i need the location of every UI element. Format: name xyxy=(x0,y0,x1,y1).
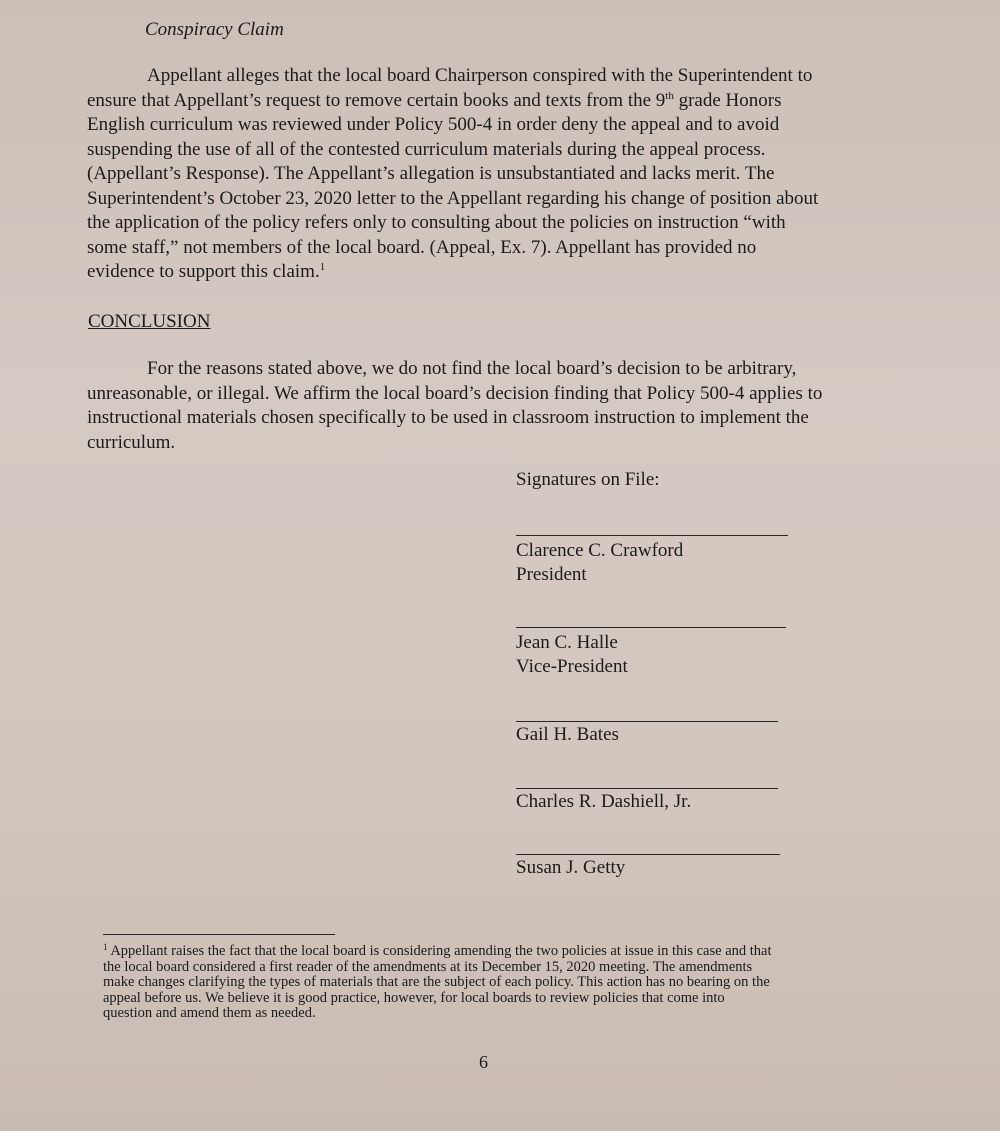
conclusion-heading: CONCLUSION xyxy=(88,311,211,332)
superscript: th xyxy=(665,89,674,102)
footnote-line: the local board considered a first reader of the amendments at its December 15, 2020 meeting. The amendments xyxy=(103,958,753,975)
signature-line xyxy=(516,788,778,789)
signer-block xyxy=(516,723,619,747)
section-heading: Conspiracy Claim xyxy=(145,19,284,40)
conclusion-paragraph xyxy=(87,357,897,455)
signer-block xyxy=(516,790,691,814)
paragraph-line: the application of the policy refers only to consulting about the policies on instruction “with xyxy=(87,212,786,233)
paragraph-line: evidence to support this claim.$^1$ xyxy=(87,261,326,282)
page-number: 6 xyxy=(479,1052,488,1072)
footnote-divider xyxy=(103,934,335,935)
paragraph-line: instructional materials chosen specifically to be used in classroom instruction to implement the xyxy=(87,407,809,428)
footnote-reference: 1 xyxy=(319,261,326,273)
footnote xyxy=(103,944,883,1022)
paragraph-line: unreasonable, or illegal. We affirm the local board’s decision finding that Policy 500-4 applies to xyxy=(87,382,823,404)
signatures-heading: Signatures on File: xyxy=(516,469,660,490)
signer-title: Vice-President xyxy=(516,655,628,677)
signature-line xyxy=(516,721,778,722)
paragraph-line: Superintendent’s October 23, 2020 letter to the Appellant regarding his change of position about xyxy=(87,187,819,209)
signer-name: Clarence C. Crawford xyxy=(516,540,684,561)
paragraph-line: ensure that Appellant’s request to remove certain books and texts from the 9th grade Honors xyxy=(87,89,782,111)
paragraph-line: (Appellant’s Response). The Appellant’s allegation is unsubstantiated and lacks merit. The xyxy=(87,163,775,184)
conspiracy-paragraph xyxy=(87,64,897,285)
signer-block xyxy=(516,856,625,880)
paragraph-line: English curriculum was reviewed under Policy 500-4 in order deny the appeal and to avoid xyxy=(87,114,780,135)
signature-line xyxy=(516,854,780,855)
signature-line xyxy=(516,535,788,536)
footnote-line: make changes clarifying the types of materials that are the subject of each policy. This action has no bearing on the xyxy=(103,974,770,991)
footnote-line: appeal before us. We believe it is good practice, however, for local boards to review policies that come into xyxy=(103,989,725,1006)
footnote-line: question and amend them as needed. xyxy=(103,1005,316,1022)
signer-block xyxy=(516,631,628,678)
paragraph-line: For the reasons stated above, we do not find the local board’s decision to be arbitrary, xyxy=(147,358,797,379)
signer-name: Susan J. Getty xyxy=(516,857,626,878)
signer-name: Charles R. Dashiell, Jr. xyxy=(516,791,692,812)
paragraph-line: suspending the use of all of the contested curriculum materials during the appeal process. xyxy=(87,138,766,160)
paragraph-line: curriculum. xyxy=(87,431,176,453)
paragraph-line: some staff,” not members of the local board. (Appeal, Ex. 7). Appellant has provided no xyxy=(87,236,757,258)
signer-block xyxy=(516,539,683,586)
paragraph-line: Appellant alleges that the local board Chairperson conspired with the Superintendent to xyxy=(147,65,813,86)
footnote-line: $^1$ Appellant raises the fact that the local board is considering amending the two policies at issue in this case and that xyxy=(103,942,772,959)
footnote-marker: 1 xyxy=(103,942,108,952)
signer-title: President xyxy=(516,563,587,585)
signer-name: Jean C. Halle xyxy=(516,632,618,653)
signer-name: Gail H. Bates xyxy=(516,724,619,745)
signature-line xyxy=(516,627,786,628)
